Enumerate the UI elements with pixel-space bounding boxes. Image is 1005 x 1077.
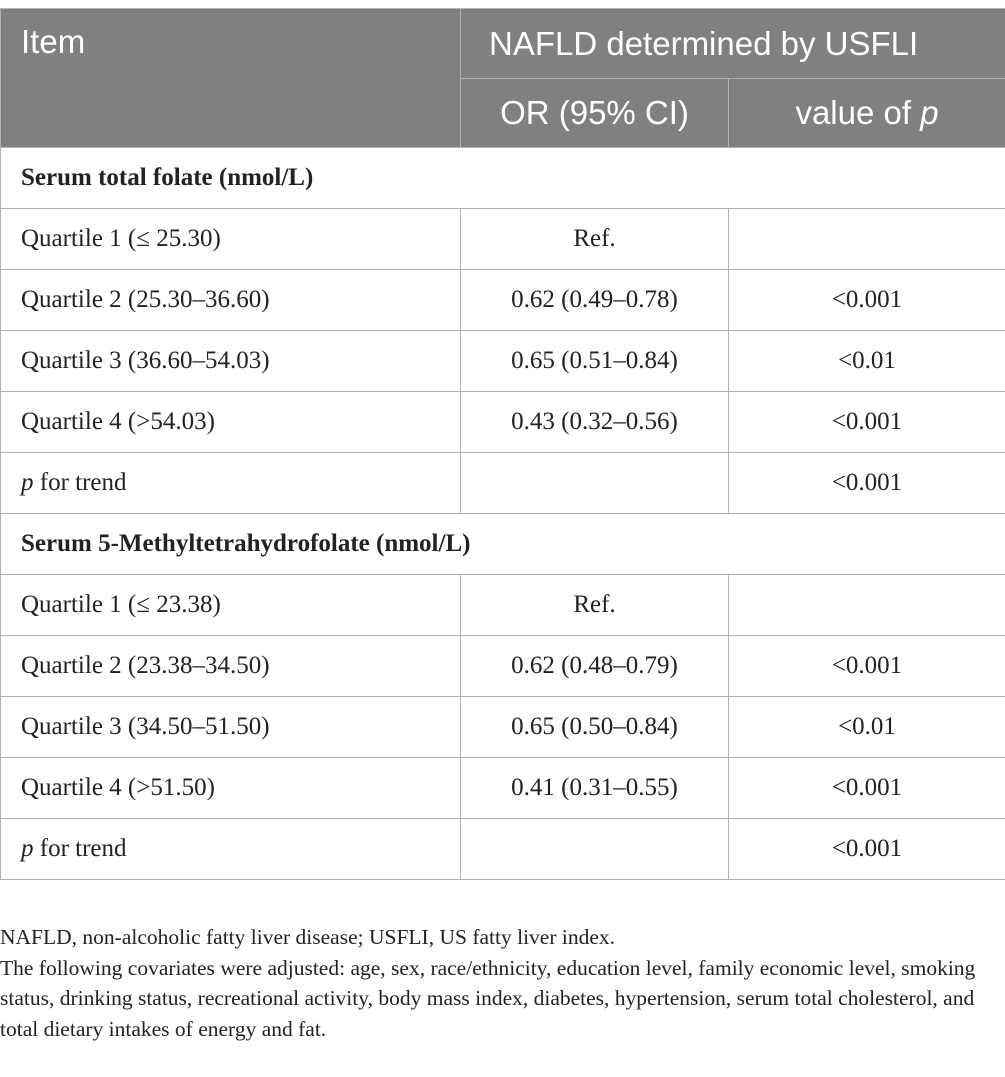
or-value: 0.43 (0.32–0.56) <box>461 392 729 453</box>
p-value <box>729 575 1005 636</box>
row-label: Quartile 4 (>54.03) <box>1 392 461 453</box>
section-row <box>1 148 1005 209</box>
row-label: Quartile 3 (36.60–54.03) <box>1 331 461 392</box>
or-header: OR (95% CI) <box>461 79 729 148</box>
or-value: 0.65 (0.51–0.84) <box>461 331 729 392</box>
or-value: 0.62 (0.49–0.78) <box>461 270 729 331</box>
p-value-header <box>729 79 1005 148</box>
trend-label-italic: p <box>21 835 34 862</box>
p-value: <0.001 <box>729 758 1005 819</box>
row-label: Quartile 3 (34.50–51.50) <box>1 697 461 758</box>
p-value: <0.001 <box>729 636 1005 697</box>
or-value: Ref. <box>461 209 729 270</box>
trend-label-italic: p <box>21 469 34 496</box>
table-row <box>1 575 1005 636</box>
row-label: Quartile 2 (23.38–34.50) <box>1 636 461 697</box>
table-row <box>1 392 1005 453</box>
or-value <box>461 453 729 514</box>
or-value: Ref. <box>461 575 729 636</box>
p-value: <0.001 <box>729 392 1005 453</box>
row-label: Quartile 1 (≤ 25.30) <box>1 209 461 270</box>
trend-row <box>1 819 1005 880</box>
p-value: <0.01 <box>729 697 1005 758</box>
p-value: <0.001 <box>729 819 1005 880</box>
section-row <box>1 514 1005 575</box>
or-value: 0.62 (0.48–0.79) <box>461 636 729 697</box>
or-value <box>461 819 729 880</box>
p-value: <0.01 <box>729 331 1005 392</box>
row-label: Quartile 2 (25.30–36.60) <box>1 270 461 331</box>
item-header: Item <box>1 9 461 148</box>
p-header-prefix: value of <box>795 94 921 131</box>
or-value: 0.41 (0.31–0.55) <box>461 758 729 819</box>
table-row <box>1 697 1005 758</box>
trend-row <box>1 453 1005 514</box>
header-row-1 <box>1 9 1005 79</box>
section-title: Serum total folate (nmol/L) <box>1 148 1005 209</box>
abbreviations-note: NAFLD, non-alcoholic fatty liver disease; USFLI, US fatty liver index. <box>0 925 616 949</box>
table-row <box>1 270 1005 331</box>
row-label: Quartile 4 (>51.50) <box>1 758 461 819</box>
or-value: 0.65 (0.50–0.84) <box>461 697 729 758</box>
table-row <box>1 758 1005 819</box>
trend-label-rest: for trend <box>33 835 127 862</box>
table-row <box>1 209 1005 270</box>
trend-label <box>1 453 461 514</box>
results-table <box>0 8 1005 880</box>
p-value: <0.001 <box>729 270 1005 331</box>
trend-label-rest: for trend <box>33 469 127 496</box>
section-title: Serum 5-Methyltetrahydrofolate (nmol/L) <box>1 514 1005 575</box>
row-label: Quartile 1 (≤ 23.38) <box>1 575 461 636</box>
table-row <box>1 331 1005 392</box>
table-row <box>1 636 1005 697</box>
table-notes <box>0 922 1000 1044</box>
covariates-note: The following covariates were adjusted: age, sex, race/ethnicity, education level, family economic level, smoking status, drinking status, recreational activity, body mass index, diabetes, hypertension, serum total cholesterol, and total dietary intakes of energy and fat. <box>0 955 976 1041</box>
p-value <box>729 209 1005 270</box>
p-value: <0.001 <box>729 453 1005 514</box>
trend-label <box>1 819 461 880</box>
p-header-italic: p <box>920 94 939 131</box>
group-header: NAFLD determined by USFLI <box>461 9 1005 79</box>
